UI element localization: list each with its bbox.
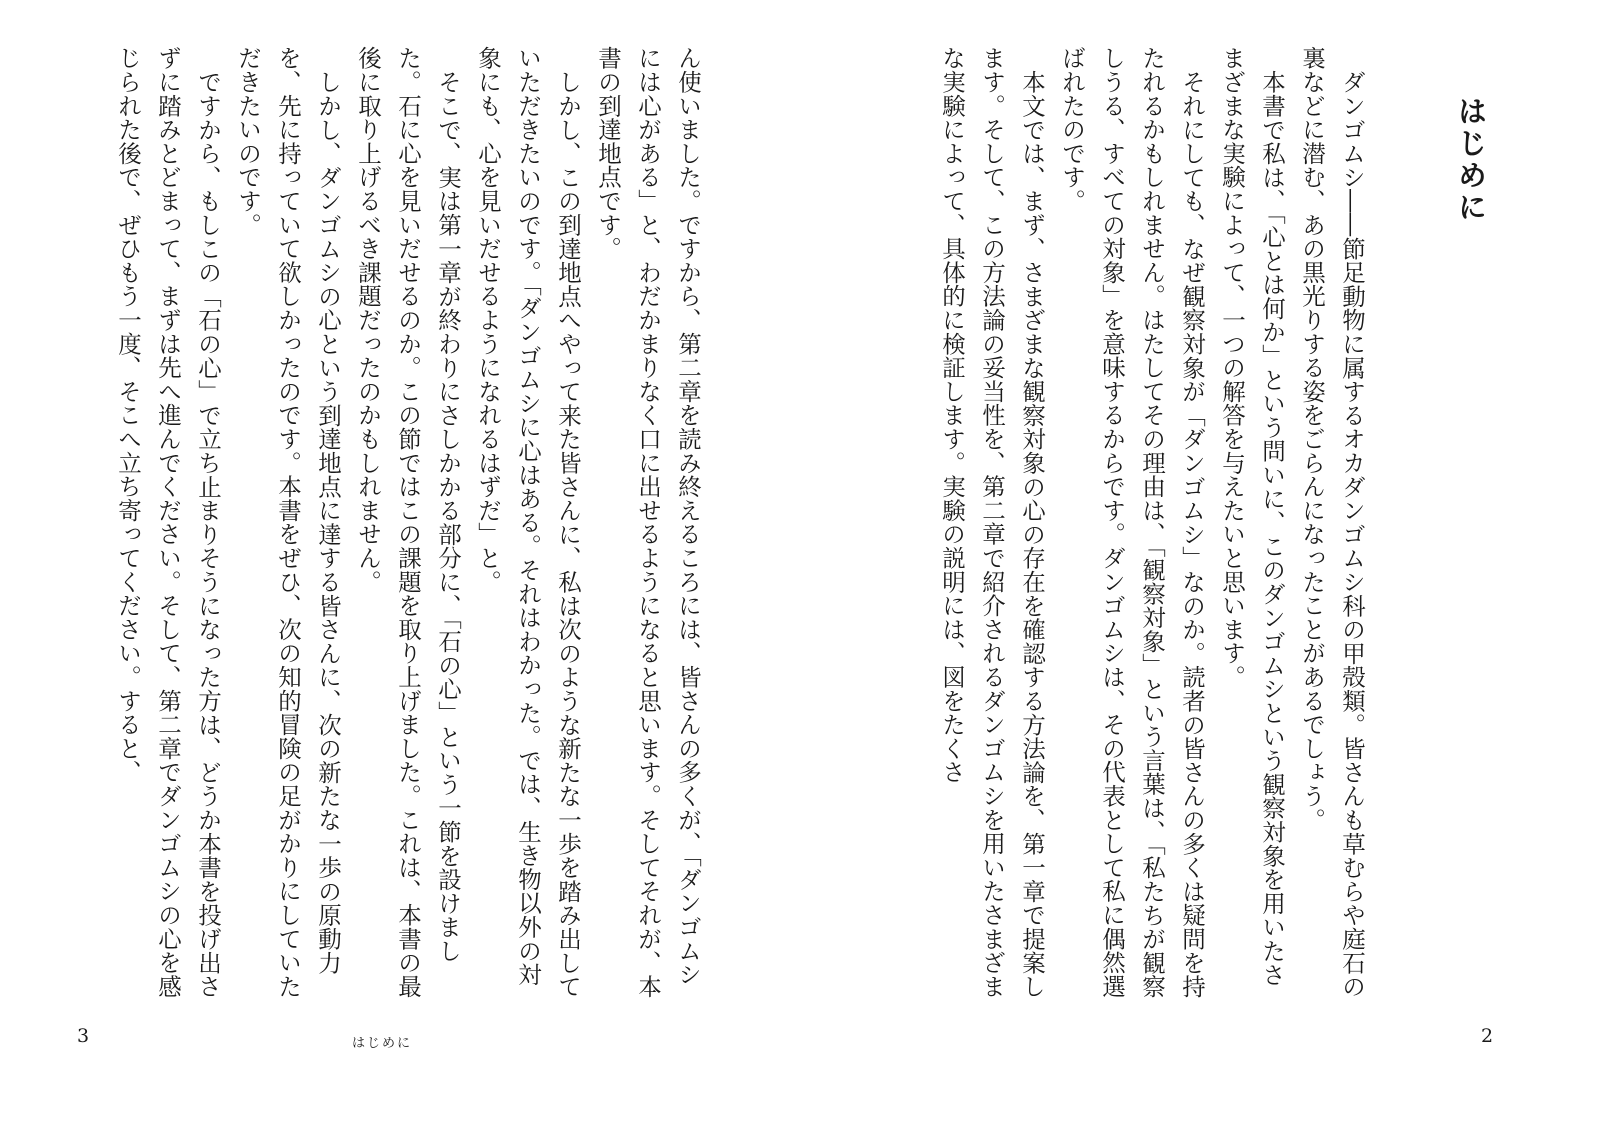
paragraph: ですから、もしこの「石の心」で立ち止まりそうになった方は、どうか本書を投げ出さずに踏みとどまって、まずは先へ進んでください。そして、第二章でダンゴムシの心を感じられた後で、ぜひもう一度、そこへ立ち寄ってください。すると、 [114,46,222,998]
paragraph: ん使いました。ですから、第二章を読み終えるころには、皆さんの多くが、「ダンゴムシには心がある」と、わだかまりなく口に出せるようになると思います。そしてそれが、本書の到達地点です。 [594,46,702,998]
chapter-title: はじめに [1454,96,1488,224]
page-number: 3 [77,1025,90,1047]
paragraph: しかし、この到達地点へやって来た皆さんに、私は次のような新たな一歩を踏み出していただきたいのです。「ダンゴムシに心はある。それはわかった。では、生き物以外の対象にも、心を見いだせるようになれるはずだ」と。 [474,46,582,998]
paragraph: 本文では、まず、さまざまな観察対象の心の存在を確認する方法論を、第一章で提案します。そして、この方法論の妥当性を、第二章で紹介されるダンゴムシを用いたさまざまな実験によって、具体的に検証します。実験の説明には、図をたくさ [938,46,1046,998]
right-page [800,0,1600,1128]
left-page-body [68,46,708,1006]
paragraph: しかし、ダンゴムシの心という到達地点に達する皆さんに、次の新たな一歩の原動力を、先に持っていて欲しかったのです。本書をぜひ、次の知的冒険の足がかりにしていただきたいのです。 [234,46,342,998]
paragraph: そこで、実は第一章が終わりにさしかかる部分に、「石の心」という一節を設けました。石に心を見いだせるのか。この節ではこの課題を取り上げました。これは、本書の最後に取り上げるべき課題だったのかもしれません。 [354,46,462,998]
page-number: 2 [1481,1025,1494,1047]
paragraph: 本書で私は、「心とは何か」という問いに、このダンゴムシという観察対象を用いたさまざまな実験によって、一つの解答を与えたいと思います。 [1218,46,1286,986]
paragraph: それにしても、なぜ観察対象が「ダンゴムシ」なのか。読者の皆さんの多くは疑問を持たれるかもしれません。はたしてその理由は、「観察対象」という言葉は、「私たちが観察しうる、すべての対象」を意味するからです。ダンゴムシは、その代表として私に偶然選ばれたのです。 [1058,46,1206,999]
running-head: はじめに [352,1036,413,1051]
paragraph: ダンゴムシ――節足動物に属するオカダンゴムシ科の甲殻類。皆さんも草むらや庭石の裏などに潜む、あの黒光りする姿をごらんになったことがあるでしょう。 [1298,46,1366,998]
right-page-body [892,46,1372,1006]
